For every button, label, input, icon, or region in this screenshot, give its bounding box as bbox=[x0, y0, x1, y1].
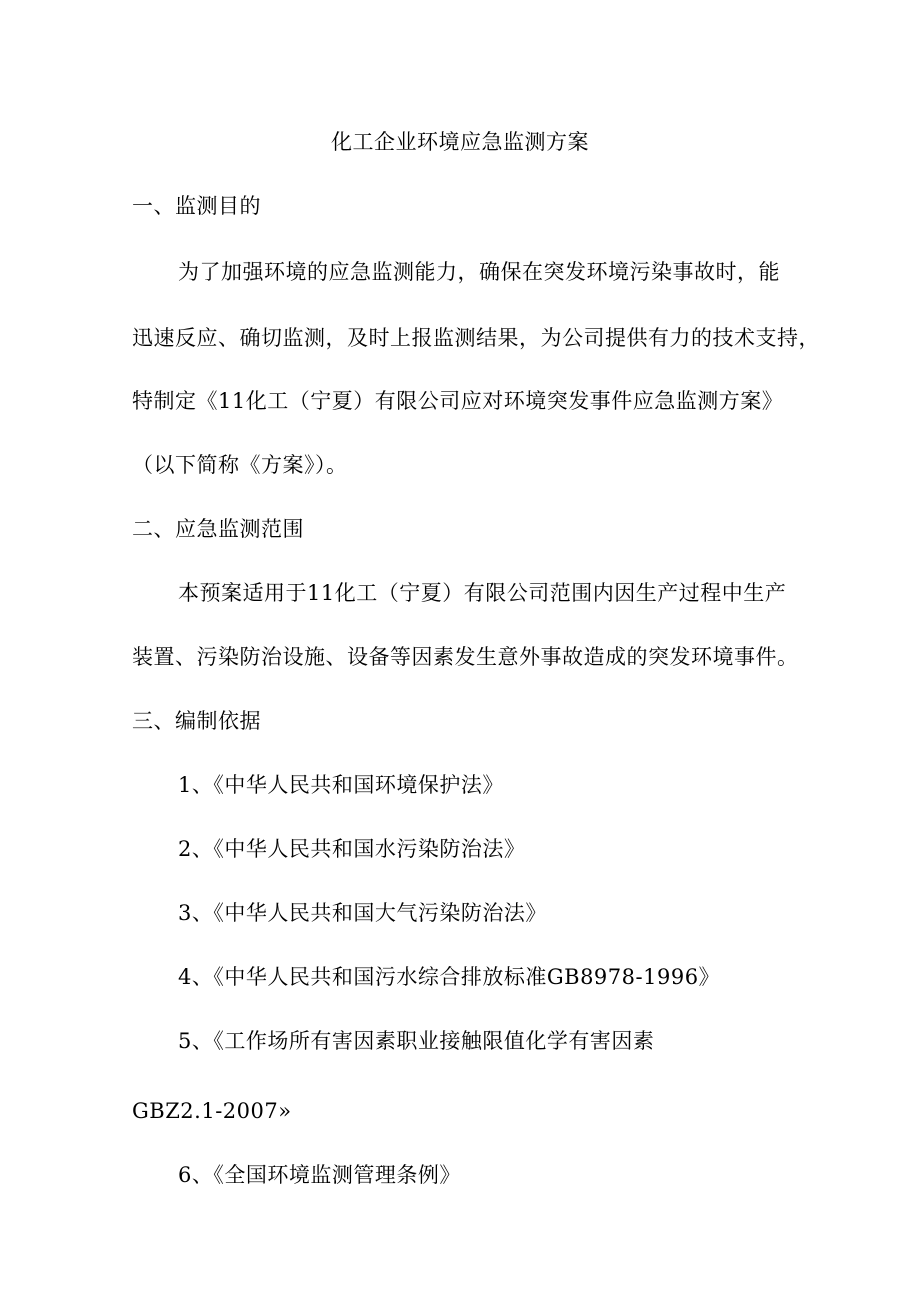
paragraph-line: 特制定《11化工（宁夏）有限公司应对环境突发事件应急监测方案》 bbox=[132, 389, 784, 413]
list-item: 2、《中华人民共和国水污染防治法》 bbox=[178, 837, 526, 861]
list-item: 5、《工作场所有害因素职业接触限值化学有害因素 bbox=[178, 1029, 655, 1053]
paragraph-line: （以下简称《方案》）。 bbox=[132, 453, 348, 477]
list-item: 1、《中华人民共和国环境保护法》 bbox=[178, 773, 504, 797]
paragraph-line: 迅速反应、确切监测，及时上报监测结果，为公司提供有力的技术支持， bbox=[132, 326, 820, 350]
paragraph-line: 装置、污染防治设施、设备等因素发生意外事故造成的突发环境事件。 bbox=[132, 645, 799, 669]
list-item: 3、《中华人民共和国大气污染防治法》 bbox=[178, 901, 547, 925]
list-item: 6、《全国环境监测管理条例》 bbox=[178, 1163, 461, 1187]
paragraph-line: 本预案适用于11化工（宁夏）有限公司范围内因生产过程中生产 bbox=[178, 581, 787, 605]
list-item: 4、《中华人民共和国污水综合排放标准GB8978-1996》 bbox=[178, 965, 721, 989]
list-item-continuation: GBZ2.1-2007» bbox=[132, 1099, 292, 1123]
section-heading-monitoring-scope: 二、应急监测范围 bbox=[132, 517, 304, 541]
document-title: 化工企业环境应急监测方案 bbox=[331, 130, 589, 154]
section-heading-basis: 三、编制依据 bbox=[132, 709, 261, 733]
paragraph-line: 为了加强环境的应急监测能力，确保在突发环境污染事故时，能 bbox=[178, 260, 780, 284]
section-heading-monitoring-purpose: 一、监测目的 bbox=[132, 194, 261, 218]
